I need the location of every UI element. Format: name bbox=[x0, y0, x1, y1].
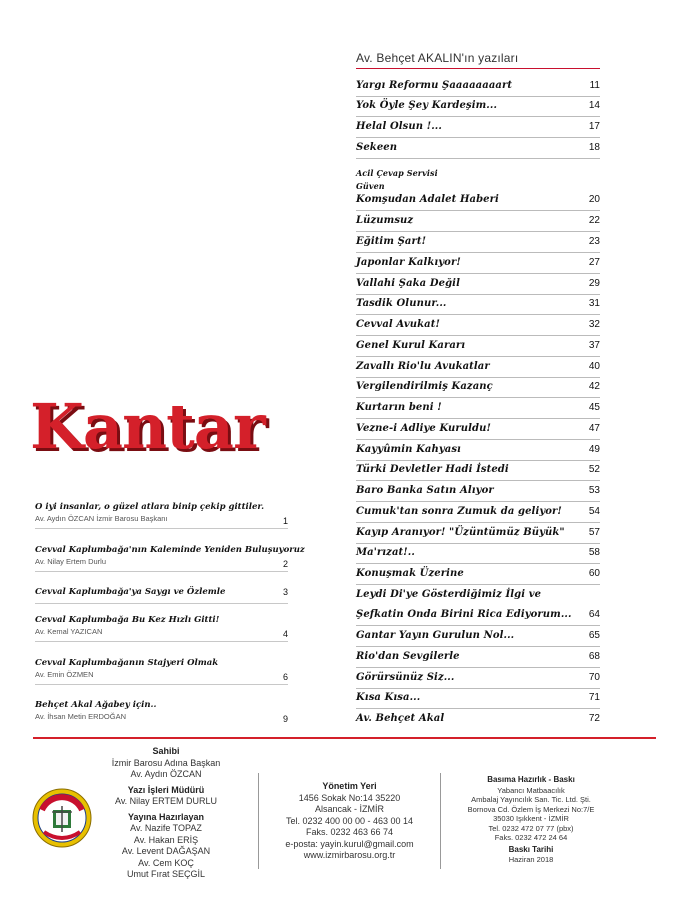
toc-item-title: Yargı Reformu Şaaaaaaaart bbox=[356, 80, 513, 91]
article-page: 1 bbox=[282, 516, 288, 526]
toc-item-title: Av. Behçet Akal bbox=[356, 713, 445, 724]
toc-item-page: 70 bbox=[588, 672, 600, 683]
toc-item-title: Görürsünüz Siz... bbox=[356, 672, 455, 683]
toc-item[interactable] bbox=[356, 80, 600, 94]
article-title: Cevval Kaplumbağa'ya Saygı ve Özlemle bbox=[35, 587, 226, 597]
article-page: 4 bbox=[282, 629, 288, 639]
toc-divider bbox=[356, 294, 600, 295]
toc-item-page: 47 bbox=[588, 423, 600, 434]
izmir-barosu-seal-icon bbox=[32, 788, 92, 848]
management-line: Tel. 0232 400 00 00 - 463 00 14 bbox=[285, 815, 414, 826]
toc-item-page: 31 bbox=[588, 298, 600, 309]
toc-divider bbox=[356, 543, 600, 544]
toc-divider bbox=[356, 231, 600, 232]
toc-item-title: Yok Öyle Şey Kardeşim... bbox=[356, 100, 498, 111]
owner-line: İzmir Barosu Adına Başkan bbox=[111, 757, 221, 768]
toc-item-title: Lüzumsuz bbox=[356, 215, 414, 226]
toc-item-page: 27 bbox=[588, 257, 600, 268]
toc-item-page: 71 bbox=[588, 692, 600, 703]
toc-item[interactable] bbox=[356, 319, 600, 333]
article-divider bbox=[35, 641, 288, 642]
article-entry[interactable] bbox=[35, 502, 288, 530]
toc-item[interactable] bbox=[356, 142, 600, 156]
toc-item-title: Kısa Kısa... bbox=[356, 692, 421, 703]
toc-item[interactable] bbox=[356, 713, 600, 727]
article-entry[interactable] bbox=[35, 545, 305, 573]
toc-item-page: 29 bbox=[588, 278, 600, 289]
toc-item-page: 72 bbox=[588, 713, 600, 724]
prepared-by-line: Av. Levent DAĞAŞAN bbox=[121, 846, 211, 856]
article-title: O iyi insanlar, o güzel atlara binip çekip gittiler. bbox=[35, 502, 265, 512]
toc-item[interactable] bbox=[356, 672, 600, 686]
toc-item-page: 22 bbox=[588, 215, 600, 226]
toc-divider bbox=[356, 137, 600, 138]
toc-item[interactable] bbox=[356, 630, 600, 644]
toc-item[interactable] bbox=[356, 651, 600, 665]
article-divider bbox=[35, 528, 288, 529]
toc-item-title: Japonlar Kalkıyor! bbox=[356, 257, 461, 268]
toc-item[interactable] bbox=[356, 444, 600, 458]
prepared-by-line: Av. Hakan ERİŞ bbox=[133, 834, 199, 845]
toc-item[interactable] bbox=[356, 215, 600, 229]
toc-divider bbox=[356, 667, 600, 668]
toc-divider bbox=[356, 96, 600, 97]
toc-item-page: 45 bbox=[588, 402, 600, 413]
article-title: Cevval Kaplumbağa Bu Kez Hızlı Gitti! bbox=[35, 615, 220, 625]
toc-divider bbox=[356, 273, 600, 274]
toc-item-title: Eğitim Şart! bbox=[356, 236, 427, 247]
footer-separator bbox=[440, 773, 441, 869]
management-line: Alsancak - İZMİR bbox=[314, 804, 384, 814]
toc-item-page: 52 bbox=[588, 464, 600, 475]
toc-item[interactable] bbox=[356, 527, 600, 541]
printing-title: Basıma Hazırlık - Baskı bbox=[487, 775, 575, 784]
toc-divider bbox=[356, 252, 600, 253]
editor-title: Yazı İşleri Müdürü bbox=[127, 784, 205, 795]
toc-item-title: Leydi Di'ye Gösterdiğimiz İlgi ve bbox=[356, 589, 542, 600]
toc-divider bbox=[356, 377, 600, 378]
toc-item-title: Şefkatin Onda Birini Rica Ediyorum... bbox=[356, 609, 572, 620]
toc-item-page: 11 bbox=[589, 80, 600, 91]
toc-item-page: 37 bbox=[588, 340, 600, 351]
toc-divider bbox=[356, 356, 600, 357]
article-title: Cevval Kaplumbağanın Stajyeri Olmak bbox=[35, 658, 219, 668]
toc-item-page: 60 bbox=[588, 568, 600, 579]
printing-block bbox=[446, 774, 616, 865]
management-line: 1456 Sokak No:14 35220 bbox=[298, 792, 401, 803]
article-divider bbox=[35, 684, 288, 685]
management-line: Faks. 0232 463 66 74 bbox=[305, 827, 394, 837]
kantar-logo: Kantar bbox=[30, 390, 265, 463]
toc-divider bbox=[356, 158, 600, 159]
article-entry[interactable] bbox=[35, 658, 288, 686]
printing-line: Faks. 0232 472 24 64 bbox=[494, 833, 568, 842]
toc-divider bbox=[356, 625, 600, 626]
toc-item[interactable] bbox=[356, 423, 600, 437]
toc-item-page: 18 bbox=[588, 142, 600, 153]
toc-item-title: Konuşmak Üzerine bbox=[356, 568, 464, 579]
footer-divider bbox=[33, 737, 656, 739]
toc-item-page: 68 bbox=[588, 651, 600, 662]
toc-item[interactable] bbox=[356, 568, 600, 582]
toc-header: Av. Behçet AKALIN'ın yazıları bbox=[356, 51, 519, 65]
printing-line: Tel. 0232 472 07 77 (pbx) bbox=[488, 823, 574, 833]
toc-divider bbox=[356, 397, 600, 398]
toc-item-page: 53 bbox=[588, 485, 600, 496]
toc-item-page: 64 bbox=[588, 609, 600, 620]
toc-item[interactable] bbox=[356, 121, 600, 135]
toc-divider bbox=[356, 116, 600, 117]
toc-item-title: Zavallı Rio'lu Avukatlar bbox=[356, 361, 490, 372]
toc-item[interactable] bbox=[356, 692, 600, 706]
toc-item-page: 57 bbox=[588, 527, 600, 538]
management-website[interactable]: www.izmirbarosu.org.tr bbox=[303, 850, 396, 860]
toc-item-title: Vallahi Şaka Değil bbox=[356, 278, 460, 289]
article-author: Av. İhsan Metin ERDOĞAN bbox=[35, 712, 127, 721]
article-page: 3 bbox=[282, 587, 288, 597]
owner-block bbox=[96, 746, 236, 881]
toc-divider bbox=[356, 688, 600, 689]
toc-divider bbox=[356, 314, 600, 315]
toc-item-page: 14 bbox=[588, 100, 600, 111]
toc-item-page: 42 bbox=[588, 381, 600, 392]
toc-divider bbox=[356, 480, 600, 481]
toc-divider bbox=[356, 522, 600, 523]
article-page: 9 bbox=[282, 714, 288, 724]
toc-item[interactable] bbox=[356, 298, 600, 312]
toc-item-title: Baro Banka Satın Alıyor bbox=[356, 485, 494, 496]
print-date: Haziran 2018 bbox=[508, 855, 554, 864]
toc-divider bbox=[356, 439, 600, 440]
article-divider bbox=[35, 603, 288, 604]
toc-item[interactable] bbox=[356, 381, 600, 395]
toc-item-title: Helal Olsun !... bbox=[356, 121, 442, 132]
toc-item-page: 40 bbox=[588, 361, 600, 372]
article-author: Av. Emin ÖZMEN bbox=[35, 670, 94, 679]
toc-item-title: Cevval Avukat! bbox=[356, 319, 440, 330]
toc-item-title: Genel Kurul Kararı bbox=[356, 340, 466, 351]
toc-divider bbox=[356, 646, 600, 647]
toc-item[interactable] bbox=[356, 236, 600, 250]
article-author: Av. Aydın ÖZCAN İzmir Barosu Başkanı bbox=[35, 514, 168, 523]
toc-item[interactable] bbox=[356, 100, 600, 114]
toc-item-title: Ma'rızat!.. bbox=[356, 547, 415, 558]
toc-item[interactable] bbox=[356, 181, 600, 192]
toc-item-page: 20 bbox=[588, 194, 600, 205]
toc-item[interactable] bbox=[356, 464, 600, 478]
owner-title: Sahibi bbox=[152, 746, 180, 756]
editor-line: Av. Nilay ERTEM DURLU bbox=[114, 796, 218, 806]
toc-item[interactable] bbox=[356, 609, 600, 623]
article-entry[interactable] bbox=[35, 700, 288, 726]
article-entry[interactable] bbox=[35, 587, 288, 607]
toc-divider bbox=[356, 584, 600, 585]
footer-separator bbox=[258, 773, 259, 869]
article-author: Av. Kemal YAZICAN bbox=[35, 627, 103, 636]
toc-item[interactable] bbox=[356, 340, 600, 354]
printing-line: Yabancı Matbaacılık bbox=[497, 785, 565, 795]
toc-item-page: 65 bbox=[588, 630, 600, 641]
toc-divider bbox=[356, 335, 600, 336]
prepared-by-title: Yayına Hazırlayan bbox=[127, 811, 205, 822]
toc-item[interactable] bbox=[356, 278, 600, 292]
printing-line: Ambalaj Yayıncılık San. Tic. Ltd. Şti. bbox=[471, 795, 591, 804]
toc-item-title: Tasdik Olunur... bbox=[356, 298, 447, 309]
printing-line: 35030 Işıkkent - İZMİR bbox=[493, 814, 569, 823]
toc-item-title: Kurtarın beni ! bbox=[356, 402, 442, 413]
print-date-title: Baskı Tarihi bbox=[508, 844, 554, 854]
toc-header-rule bbox=[356, 68, 600, 69]
toc-item-page: 54 bbox=[588, 506, 600, 517]
toc-item[interactable] bbox=[356, 257, 600, 271]
toc-divider bbox=[356, 418, 600, 419]
toc-item-page: 32 bbox=[588, 319, 600, 330]
prepared-by-line: Av. Cem KOÇ bbox=[138, 857, 194, 868]
prepared-by-line: Umut Fırat SEÇGİL bbox=[126, 869, 206, 879]
toc-item-title: Vergilendirilmiş Kazanç bbox=[356, 381, 493, 392]
toc-item-title: Cumuk'tan sonra Zumuk da geliyor! bbox=[356, 506, 562, 517]
toc-item-title: Rio'dan Sevgilerle bbox=[356, 651, 460, 662]
toc-item-page: 17 bbox=[588, 121, 600, 132]
management-title: Yönetim Yeri bbox=[322, 781, 377, 791]
toc-item[interactable] bbox=[356, 194, 600, 208]
article-divider bbox=[35, 571, 288, 572]
toc-item-title: Sekeen bbox=[356, 142, 398, 153]
owner-line: Av. Aydın ÖZCAN bbox=[130, 769, 202, 779]
article-author: Av. Nilay Ertem Durlu bbox=[35, 557, 106, 566]
toc-divider bbox=[356, 563, 600, 564]
toc-item[interactable] bbox=[356, 485, 600, 499]
article-title: Cevval Kaplumbağa'nın Kaleminde Yeniden Buluşuyoruz bbox=[35, 545, 305, 555]
toc-item[interactable] bbox=[356, 361, 600, 375]
toc-item-title: Kayyûmin Kahyası bbox=[356, 444, 461, 455]
toc-item[interactable] bbox=[356, 589, 600, 601]
toc-divider bbox=[356, 210, 600, 211]
toc-item[interactable] bbox=[356, 547, 600, 561]
toc-item-title: Güven bbox=[356, 181, 385, 191]
toc-item-title: Komşudan Adalet Haberi bbox=[356, 194, 499, 205]
article-page: 6 bbox=[282, 672, 288, 682]
article-entry[interactable] bbox=[35, 615, 288, 643]
toc-divider bbox=[356, 708, 600, 709]
article-title: Behçet Akal Ağabey için.. bbox=[35, 700, 157, 710]
toc-item-page: 58 bbox=[588, 547, 600, 558]
prepared-by-line: Av. Nazife TOPAZ bbox=[130, 823, 202, 833]
toc-item-title: Kayıp Aranıyor! "Üzüntümüz Büyük" bbox=[356, 527, 565, 538]
toc-item-page: 49 bbox=[588, 444, 600, 455]
toc-item-page: 23 bbox=[588, 236, 600, 247]
toc-item-title: Gantar Yayın Gurulun Nol... bbox=[356, 630, 515, 641]
toc-item-title: Acil Çevap Servisi bbox=[356, 168, 438, 178]
toc-item[interactable] bbox=[356, 402, 600, 416]
article-page: 2 bbox=[282, 559, 288, 569]
toc-divider bbox=[356, 501, 600, 502]
toc-item-title: Türki Devletler Hadi İstedi bbox=[356, 464, 509, 475]
management-email[interactable]: e-posta: yayin.kurul@gmail.com bbox=[285, 838, 414, 849]
printing-line: Bornova Cd. Özlem İş Merkezi No:7/E bbox=[467, 804, 595, 814]
toc-divider bbox=[356, 460, 600, 461]
management-block bbox=[262, 781, 437, 862]
toc-item[interactable] bbox=[356, 168, 600, 179]
toc-item[interactable] bbox=[356, 506, 600, 520]
toc-item-title: Vezne-i Adliye Kuruldu! bbox=[356, 423, 491, 434]
